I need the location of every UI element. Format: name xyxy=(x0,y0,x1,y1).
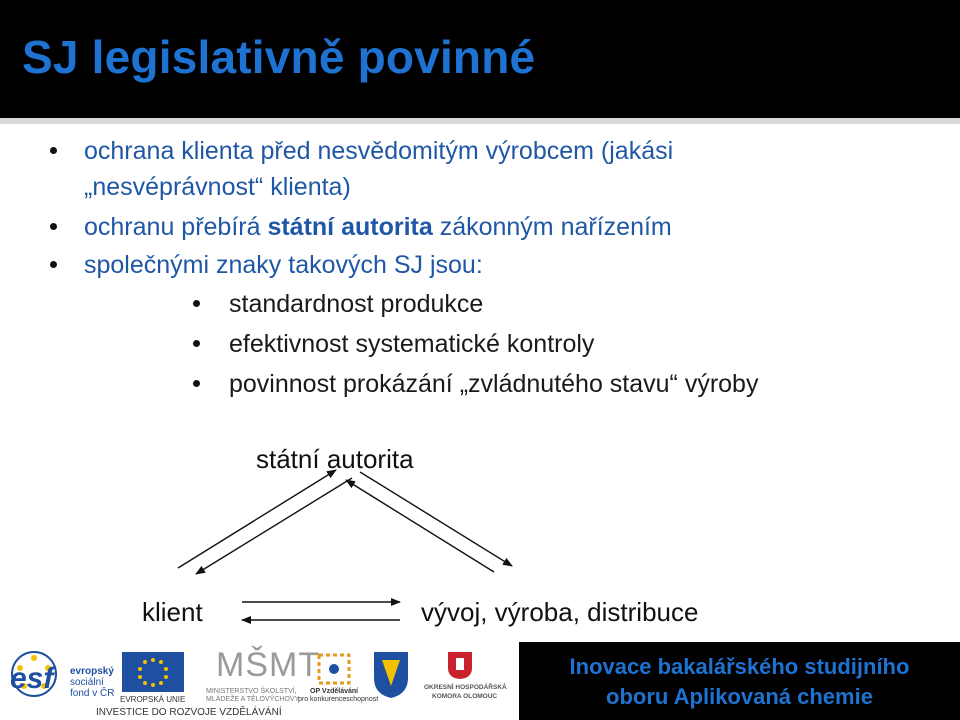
esf-text-3: fond v ČR xyxy=(70,688,115,699)
komora-emblem-icon xyxy=(446,650,474,680)
arrow-client-to-authority xyxy=(178,470,336,568)
esf-text-2: sociální xyxy=(70,677,104,688)
eu-flag-icon xyxy=(122,652,184,692)
banner-line-1: Inovace bakalářského studijního xyxy=(569,654,910,679)
bullet-1-line-2: „nesvéprávnost“ klienta) xyxy=(84,173,351,201)
diagram-right-label: vývoj, výroba, distribuce xyxy=(421,597,699,627)
sub-bullet-2: efektivnost systematické kontroly xyxy=(229,330,595,358)
project-banner xyxy=(519,642,960,720)
op-logo-icon xyxy=(316,652,352,686)
diagram-left-label: klient xyxy=(142,597,203,627)
komora-text-1: OKRESNÍ HOSPODÁŘSKÁ xyxy=(424,684,507,691)
investice-text: INVESTICE DO ROZVOJE VZDĚLÁVÁNÍ xyxy=(96,707,282,718)
bullet-1-line-1: ochrana klienta před nesvědomitým výrobcem (jakási xyxy=(84,137,674,165)
bullet-3: společnými znaky takových SJ jsou: xyxy=(84,251,483,279)
arrow-authority-to-producer xyxy=(360,472,512,566)
arrow-authority-to-client xyxy=(196,478,352,574)
bullet-2-emphasis: státní autorita xyxy=(267,213,433,241)
sub-bullet-3: povinnost prokázání „zvládnutého stavu“ výroby xyxy=(229,370,759,398)
esf-text-1: evropský xyxy=(70,666,114,677)
msmt-text-2: MLÁDEŽE A TĚLOVÝCHOVY xyxy=(206,696,300,703)
arrow-producer-to-authority xyxy=(346,480,494,572)
slide-title: SJ legislativně povinné xyxy=(22,31,536,83)
sub-bullet-1: standardnost produkce xyxy=(229,290,484,318)
op-text-2: pro konkurenceschopnost xyxy=(298,696,379,703)
esf-wordmark: esf xyxy=(10,662,54,695)
op-text-1: OP Vzdělávání xyxy=(310,688,359,695)
banner-line-2: oboru Aplikovaná chemie xyxy=(606,684,873,709)
bullet-2-suffix: zákonným nařízením xyxy=(432,213,672,241)
bullet-2-prefix: ochranu přebírá xyxy=(84,213,268,241)
msmt-logo: MŠMT xyxy=(216,646,321,684)
eu-label: EVROPSKÁ UNIE xyxy=(120,695,186,704)
diagram-top-label: státní autorita xyxy=(256,444,414,474)
university-shield-icon xyxy=(372,650,410,700)
msmt-text-1: MINISTERSTVO ŠKOLSTVÍ, xyxy=(206,688,297,695)
komora-text-2: KOMORA OLOMOUC xyxy=(432,693,498,700)
